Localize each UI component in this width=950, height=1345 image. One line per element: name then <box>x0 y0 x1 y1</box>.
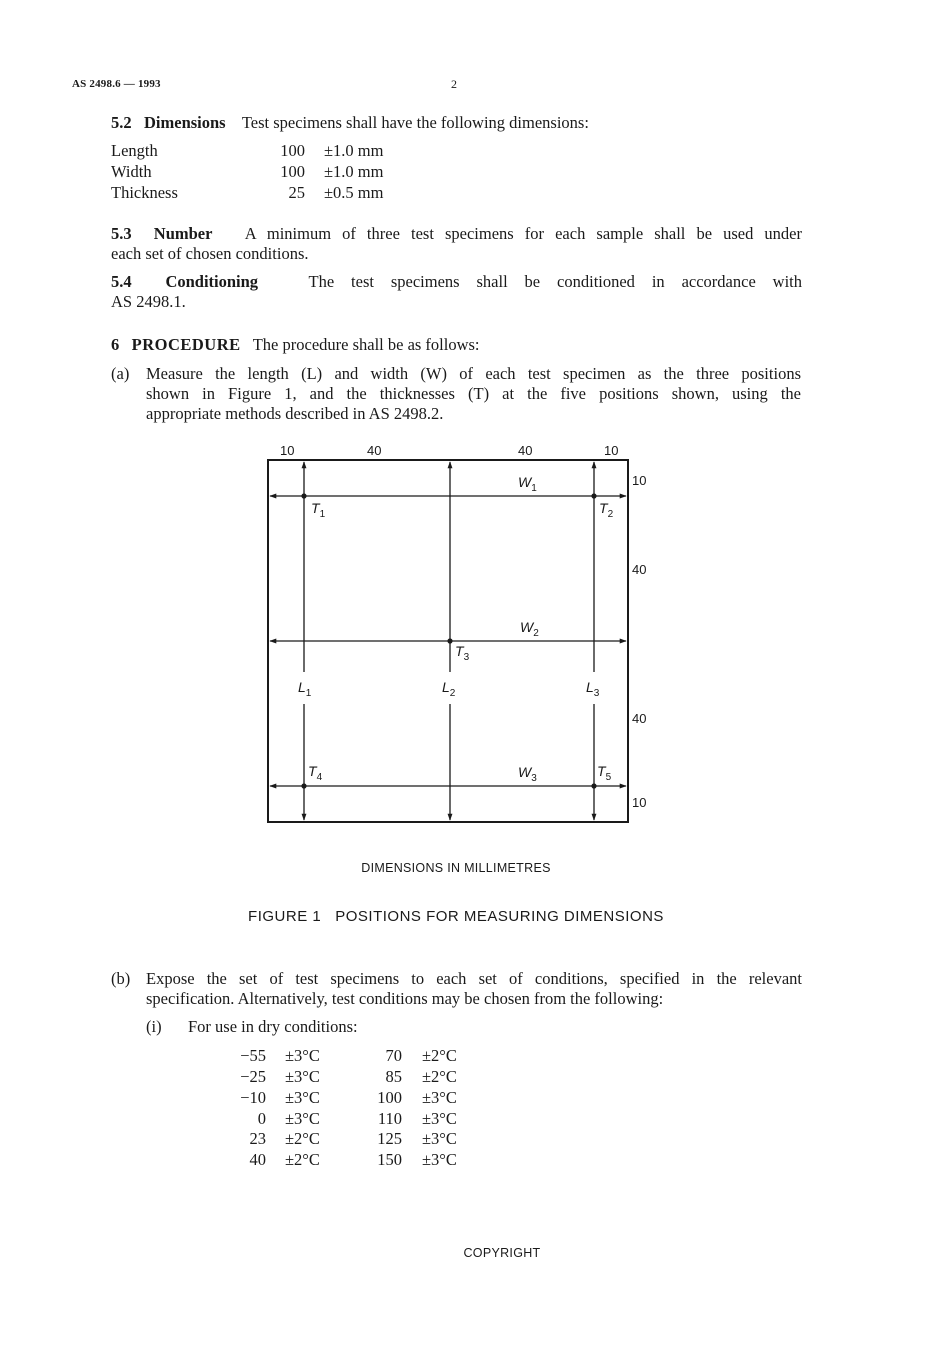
top-dimension-label: 40 <box>518 443 533 458</box>
section-6-number: 6 <box>111 335 120 354</box>
item-i-marker: (i) <box>146 1017 162 1036</box>
temperature-value: 70 <box>385 1046 402 1065</box>
section-5-3-line2: each set of chosen conditions. <box>111 244 309 263</box>
temperature-tolerance: ±3°C <box>285 1067 320 1086</box>
temperature-tolerance: ±3°C <box>422 1088 457 1107</box>
item-b-line1: Expose the set of test specimens to each set of conditions, specified in the relevant <box>146 969 802 988</box>
thickness-label-t3: $T_3$ <box>455 643 470 663</box>
page-number: 2 <box>451 77 457 91</box>
thickness-point-t4 <box>301 783 306 788</box>
temperature-tolerance: ±3°C <box>285 1046 320 1065</box>
top-dimension-label: 10 <box>280 443 295 458</box>
section-5-4-line2: AS 2498.1. <box>111 292 186 311</box>
temperature-tolerance: ±2°C <box>285 1150 320 1169</box>
temperature-value: 100 <box>377 1088 402 1107</box>
temperature-tolerance: ±2°C <box>422 1046 457 1065</box>
thickness-label-t2: $T_2$ <box>599 500 614 520</box>
section-6-text: The procedure shall be as follows: <box>252 335 480 354</box>
temperature-value: −10 <box>240 1088 266 1107</box>
section-5-2-number: 5.2 <box>111 113 132 132</box>
temperature-tolerance: ±3°C <box>422 1129 457 1148</box>
length-label-l2: $L_2$ <box>442 679 456 699</box>
section-5-3-title: Number <box>153 224 213 243</box>
temperature-value: −25 <box>240 1067 266 1086</box>
item-b-marker: (b) <box>111 969 131 988</box>
temperature-tolerance: ±3°C <box>285 1088 320 1107</box>
temperature-value: 0 <box>257 1109 266 1128</box>
temperature-value: 125 <box>377 1129 402 1148</box>
section-5-4-number: 5.4 <box>111 272 132 291</box>
dimension-value: 100 <box>280 141 305 160</box>
right-dimension-label: 40 <box>632 711 647 726</box>
section-5-4-title: Conditioning <box>165 272 259 291</box>
top-dimension-label: 10 <box>604 443 619 458</box>
section-5-3-number: 5.3 <box>111 224 132 243</box>
right-dimension-label: 40 <box>632 562 647 577</box>
temperature-value: 150 <box>377 1150 402 1169</box>
section-5-2-title: Dimensions <box>144 113 226 132</box>
section-5-4-text: The test specimens shall be conditioned in accordance with <box>308 272 803 291</box>
section-6-title: PROCEDURE <box>131 335 241 354</box>
section-5-3-text: A minimum of three test specimens for each sample shall be used under <box>244 224 802 243</box>
temperature-value: 40 <box>249 1150 266 1169</box>
temperature-tolerance: ±2°C <box>285 1129 320 1148</box>
dimension-value: 25 <box>288 183 305 202</box>
temperature-tolerance: ±2°C <box>422 1067 457 1086</box>
figure-units-note: DIMENSIONS IN MILLIMETRES <box>361 861 551 875</box>
thickness-label-t5: $T_5$ <box>597 763 612 783</box>
dimension-label: Width <box>111 162 152 181</box>
temperature-value: 23 <box>249 1129 266 1148</box>
section-5-2-text: Test specimens shall have the following dimensions: <box>241 113 589 132</box>
right-dimension-label: 10 <box>632 795 647 810</box>
dimension-label: Thickness <box>111 183 178 202</box>
temperature-value: −55 <box>240 1046 266 1065</box>
figure-caption: FIGURE 1 POSITIONS FOR MEASURING DIMENSIONS <box>248 908 664 925</box>
thickness-point-t2 <box>591 493 596 498</box>
thickness-label-t4: $T_4$ <box>308 763 323 783</box>
thickness-point-t3 <box>447 638 452 643</box>
width-label-w2: $W_2$ <box>520 619 539 639</box>
item-a-line3: appropriate methods described in AS 2498.2. <box>146 404 444 423</box>
footer-copyright: COPYRIGHT <box>463 1246 541 1260</box>
temperature-value: 110 <box>377 1109 402 1128</box>
length-label-l1: $L_1$ <box>298 679 312 699</box>
dimension-label: Length <box>111 141 158 160</box>
thickness-label-t1: $T_1$ <box>311 500 326 520</box>
item-a-line2: shown in Figure 1, and the thicknesses (T) at the five positions shown, using the <box>146 384 801 403</box>
width-label-w3: $W_3$ <box>518 764 537 784</box>
dimension-tolerance: ±1.0 mm <box>324 141 384 160</box>
thickness-point-t5 <box>591 783 596 788</box>
thickness-point-t1 <box>301 493 306 498</box>
document-id: AS 2498.6 — 1993 <box>72 78 161 90</box>
item-a-line1: Measure the length (L) and width (W) of each test specimen as the three positions <box>146 364 801 383</box>
dimension-tolerance: ±0.5 mm <box>324 183 384 202</box>
temperature-tolerance: ±3°C <box>422 1109 457 1128</box>
right-dimension-label: 10 <box>632 473 647 488</box>
temperature-tolerance: ±3°C <box>422 1150 457 1169</box>
item-i-text: For use in dry conditions: <box>188 1017 358 1036</box>
top-dimension-label: 40 <box>367 443 382 458</box>
temperature-tolerance: ±3°C <box>285 1109 320 1128</box>
width-label-w1: $W_1$ <box>518 474 537 494</box>
dimension-tolerance: ±1.0 mm <box>324 162 384 181</box>
dimension-value: 100 <box>280 162 305 181</box>
item-b-line2: specification. Alternatively, test conditions may be chosen from the following: <box>146 989 664 1008</box>
temperature-value: 85 <box>385 1067 402 1086</box>
item-a-marker: (a) <box>111 364 130 383</box>
length-label-l3: $L_3$ <box>586 679 600 699</box>
